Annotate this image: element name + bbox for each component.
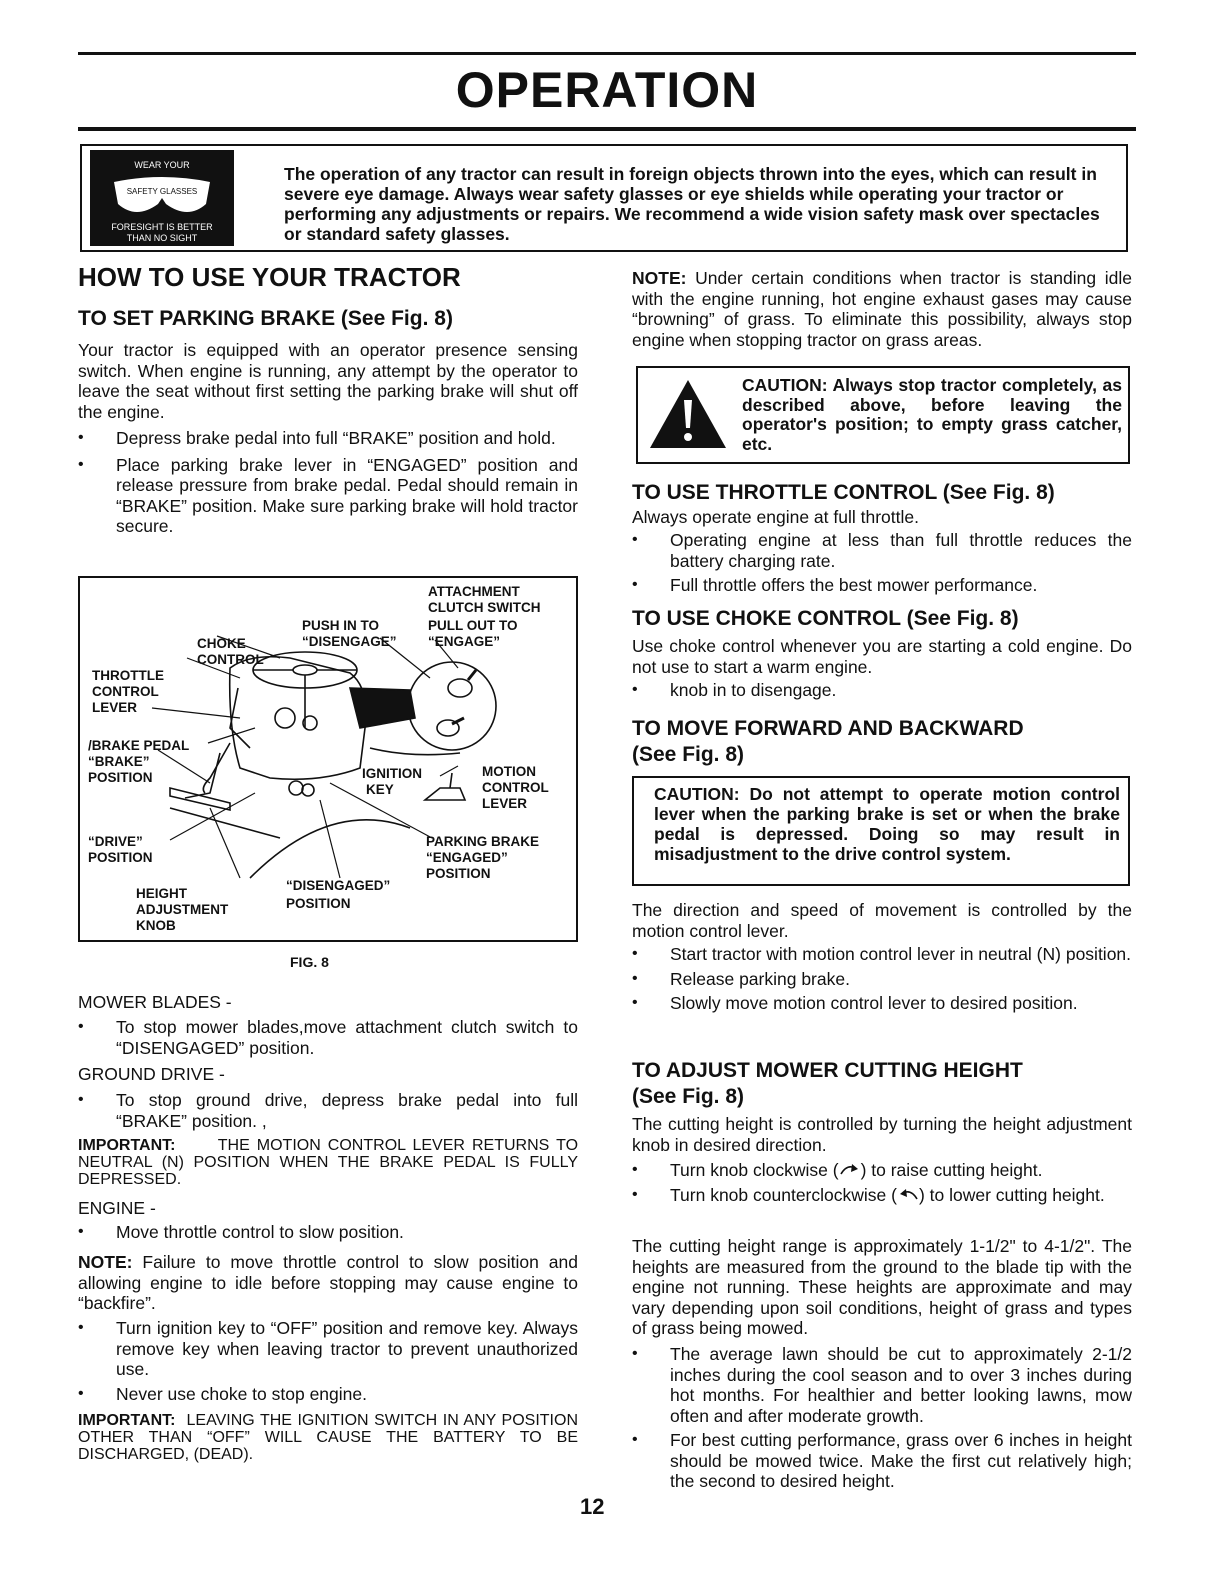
label-pull-out: PULL OUT TO <box>428 618 518 633</box>
movement-intro: The direction and speed of movement is controlled by the motion control lever. <box>632 900 1132 941</box>
cutting-height-range: The cutting height range is approximately 1-1/2" to 4-1/2". The heights are measured from the ground to the blade tip with the engine not running. These heights are approximate and may vary depending upon soil conditions, height of grass and types of grass being mowed. <box>632 1236 1132 1338</box>
figure-8-diagram <box>78 576 578 942</box>
label-ignition: IGNITION <box>362 766 422 781</box>
page-title: OPERATION <box>455 62 759 118</box>
label-disengaged-position: POSITION <box>286 896 351 911</box>
list-item: • Slowly move motion control lever to desired position. <box>632 993 1132 1014</box>
ground-drive-steps <box>78 1090 578 1131</box>
list-item: • Turn knob counterclockwise ( ) to lower cutting height. <box>632 1185 1132 1206</box>
label-attachment: ATTACHMENT <box>428 584 520 599</box>
browning-note: NOTE: Under certain conditions when tractor is standing idle with the engine running, hot engine exhaust gases may cause “browning” of grass. To eliminate this possibility, always stop engine when stopping tractor on grass areas. <box>632 268 1132 350</box>
parking-brake-intro: Your tractor is equipped with an operator presence sensing switch. When engine is running, any attempt by the operator to leave the seat without first setting the parking brake will shut off the engine. <box>78 340 578 422</box>
heading-move-forward-backward: TO MOVE FORWARD AND BACKWARD (See Fig. 8) <box>632 717 1024 766</box>
page-number: 12 <box>580 1494 605 1519</box>
caution-box-motion-control <box>632 776 1130 886</box>
cutting-height-intro: The cutting height is controlled by turning the height adjustment knob in desired direction. <box>632 1114 1132 1155</box>
counterclockwise-arrow-icon <box>897 1187 919 1201</box>
label-push-into: PUSH IN TO <box>302 618 380 633</box>
label-engage: “ENGAGE” <box>428 634 501 649</box>
header-bottom-rule <box>78 127 1136 131</box>
list-item: • Turn knob clockwise ( ) to raise cutting height. <box>632 1160 1132 1181</box>
figure-caption: FIG. 8 <box>290 954 329 970</box>
label-disengaged: “DISENGAGED” <box>286 878 391 893</box>
label-motion-control: CONTROL <box>482 780 549 795</box>
safety-warning-box <box>80 144 1128 252</box>
label-height: HEIGHT <box>136 886 188 901</box>
heading-parking-brake: TO SET PARKING BRAKE (See Fig. 8) <box>78 307 453 330</box>
label-motion: MOTION <box>482 764 536 779</box>
logo-line-2: SAFETY GLASSES <box>126 187 198 196</box>
label-throttle-control: CONTROL <box>92 684 159 699</box>
list-item: • knob in to disengage. <box>632 680 1132 701</box>
list-item: • Move throttle control to slow position. <box>78 1222 578 1243</box>
label-choke-control: CONTROL <box>197 652 264 667</box>
list-item: • To stop mower blades,move attachment clutch switch to “DISENGAGED” position. <box>78 1017 578 1058</box>
list-item: • Never use choke to stop engine. <box>78 1384 578 1405</box>
list-item: • Operating engine at less than full throttle reduces the battery charging rate. <box>632 530 1132 571</box>
label-drive-position: POSITION <box>88 850 153 865</box>
label-key: KEY <box>366 782 394 797</box>
caution-box-stop-tractor <box>636 366 1130 464</box>
logo-line-4: THAN NO SIGHT <box>126 233 198 243</box>
safety-warning-text: The operation of any tractor can result in foreign objects thrown into the eyes, which can result in severe eye damage. Always wear safety glasses or eye shields while operating your tractor or performing any adjustments or repairs. We recommend a wide vision safety mask over spectacles or standard safety glasses. <box>284 164 1100 244</box>
safety-glasses-logo <box>90 150 234 246</box>
mower-blades-steps <box>78 1017 578 1058</box>
logo-line-1: WEAR YOUR <box>134 160 190 170</box>
heading-cutting-height: TO ADJUST MOWER CUTTING HEIGHT (See Fig. 8) <box>632 1059 1023 1108</box>
engine-label: ENGINE - <box>78 1198 156 1218</box>
mower-blades-label: MOWER BLADES - <box>78 992 232 1012</box>
label-lever: LEVER <box>92 700 138 715</box>
important-note-2: IMPORTANT: LEAVING THE IGNITION SWITCH IN ANY POSITION OTHER THAN “OFF” WILL CAUSE THE BATTERY TO BE DISCHARGED, (DEAD). <box>78 1412 578 1463</box>
heading-choke-control: TO USE CHOKE CONTROL (See Fig. 8) <box>632 607 1019 630</box>
label-brake-position: POSITION <box>88 770 153 785</box>
label-brake-pedal: /BRAKE PEDAL <box>88 738 190 753</box>
list-item: • Place parking brake lever in “ENGAGED” position and release pressure from brake pedal. Pedal should remain in “BRAKE” position. Make sure parking brake will hold tractor secure. <box>78 455 578 537</box>
mowing-tips <box>632 1344 1132 1492</box>
list-item: • Depress brake pedal into full “BRAKE” position and hold. <box>78 428 578 449</box>
engine-note: NOTE: Failure to move throttle control to slow position and allowing engine to idle before stopping may cause engine to “backfire”. <box>78 1252 578 1313</box>
label-choke: CHOKE <box>197 636 246 651</box>
label-motion-lever: LEVER <box>482 796 528 811</box>
choke-steps <box>632 680 1132 701</box>
caution-text-stop-tractor: CAUTION: Always stop tractor completely, as described above, before leaving the operator's position; to empty grass catcher, etc. <box>742 375 1122 454</box>
list-item: • Full throttle offers the best mower performance. <box>632 575 1132 596</box>
label-engaged-position: POSITION <box>426 866 491 881</box>
label-throttle: THROTTLE <box>92 668 164 683</box>
safety-glasses-icon <box>110 174 214 222</box>
logo-line-3: FORESIGHT IS BETTER <box>111 222 213 232</box>
important-note-1: IMPORTANT: THE MOTION CONTROL LEVER RETURNS TO NEUTRAL (N) POSITION WHEN THE BRAKE PEDAL IS FULLY DEPRESSED. <box>78 1137 579 1188</box>
label-parking-brake: PARKING BRAKE <box>426 834 540 849</box>
list-item: • The average lawn should be cut to approximately 2-1/2 inches during the cool season and to over 3 inches during hot months. For healthier and better looking lawns, mow often and after moderate growth. <box>632 1344 1132 1426</box>
label-drive: “DRIVE” <box>88 834 143 849</box>
list-item: • Start tractor with motion control lever in neutral (N) position. <box>632 944 1132 965</box>
label-disengage: “DISENGAGE” <box>302 634 397 649</box>
ground-drive-label: GROUND DRIVE - <box>78 1064 225 1084</box>
movement-steps <box>632 944 1132 1014</box>
list-item: • For best cutting performance, grass over 6 inches in height should be mowed twice. Make the first cut relatively high; the second to desired height. <box>632 1430 1132 1492</box>
label-clutch-switch: CLUTCH SWITCH <box>428 600 541 615</box>
label-engaged: “ENGAGED” <box>426 850 508 865</box>
heading-throttle-control: TO USE THROTTLE CONTROL (See Fig. 8) <box>632 481 1055 504</box>
list-item: • To stop ground drive, depress brake pedal into full “BRAKE” position. , <box>78 1090 578 1131</box>
cutting-height-steps <box>632 1160 1132 1205</box>
throttle-steps <box>632 530 1132 596</box>
header-top-rule <box>78 52 1136 55</box>
clockwise-arrow-icon <box>839 1162 861 1176</box>
parking-brake-steps <box>78 428 578 537</box>
engine-steps-2 <box>78 1318 578 1404</box>
section-title-how-to-use: HOW TO USE YOUR TRACTOR <box>78 262 461 292</box>
label-adjustment: ADJUSTMENT <box>136 902 229 917</box>
list-item: • Release parking brake. <box>632 969 1132 990</box>
list-item: • Turn ignition key to “OFF” position and remove key. Always remove key when leaving tractor to prevent unauthorized use. <box>78 1318 578 1380</box>
label-brake-quoted: “BRAKE” <box>88 754 150 769</box>
label-knob: KNOB <box>136 918 176 933</box>
throttle-intro: Always operate engine at full throttle. <box>632 507 919 527</box>
warning-triangle-icon <box>646 374 730 454</box>
engine-steps <box>78 1222 578 1243</box>
caution-text-motion-control: CAUTION: Do not attempt to operate motion control lever when the parking brake is set or when the brake pedal is depressed. Doing so may result in misadjustment to the drive control system. <box>654 784 1120 864</box>
choke-intro: Use choke control whenever you are starting a cold engine. Do not use to start a warm engine. <box>632 636 1132 677</box>
